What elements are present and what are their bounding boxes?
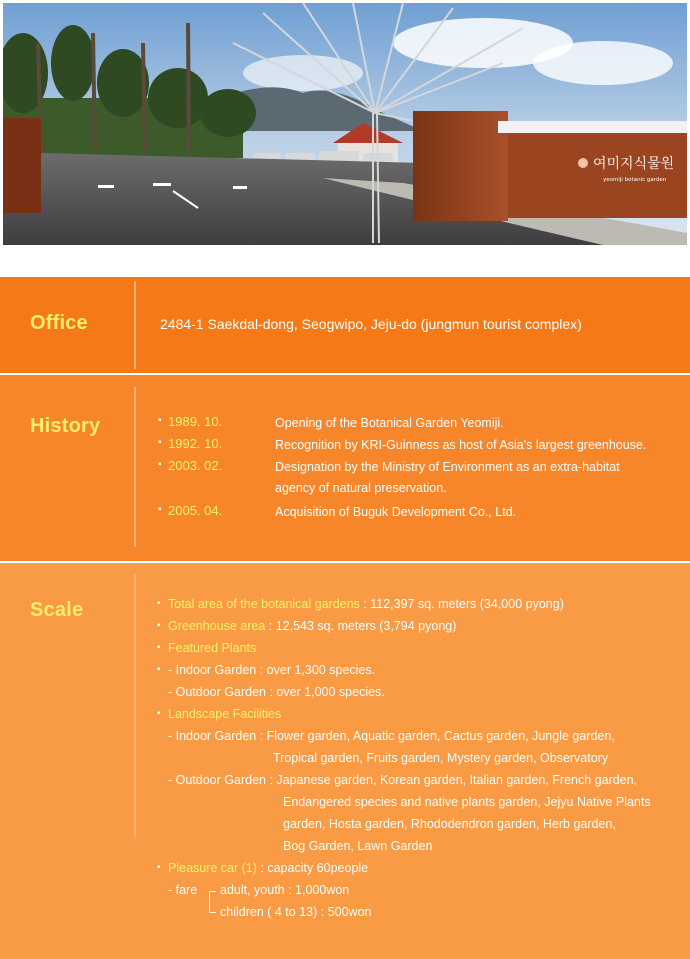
bullet-icon: ▪ — [157, 642, 161, 653]
landscape-outdoor-1: - Outdoor Garden : Japanese garden, Korean garden, Italian garden, French garden, — [168, 773, 638, 787]
bullet-icon: ▪ — [158, 459, 162, 470]
greenhouse-label: Greenhouse area — [168, 619, 266, 633]
garden-sign-korean: 여미지식물원 — [593, 156, 675, 172]
featured-indoor: - Indoor Garden : over 1,300 species. — [168, 663, 376, 677]
history-section — [0, 375, 690, 561]
bullet-icon: ▪ — [158, 437, 162, 448]
history-date: 1989. 10. — [168, 414, 223, 429]
history-title: History — [30, 415, 101, 437]
bullet-icon: ▪ — [158, 504, 162, 515]
scale-title: Scale — [30, 599, 84, 621]
landscape-indoor-1: - Indoor Garden : Flower garden, Aquatic garden, Cactus garden, Jungle garden, — [168, 729, 615, 743]
landscape-outdoor-4: Bog Garden, Lawn Garden — [283, 839, 433, 853]
garden-entrance-illustration — [3, 3, 687, 245]
fare-bracket — [209, 891, 216, 913]
fare-adult: adult, youth : 1,000won — [220, 883, 350, 897]
history-desc: Acquisition of Buguk Development Co., Ltd. — [275, 505, 517, 519]
history-date: 2003. 02. — [168, 458, 223, 473]
total-area-line — [168, 597, 564, 611]
featured-plants-label: Featured Plants — [168, 641, 257, 655]
landscape-indoor-2: Tropical garden, Fruits garden, Mystery garden, Observatory — [273, 751, 609, 765]
history-divider — [134, 387, 136, 547]
greenhouse-line — [168, 619, 456, 633]
pleasure-car-label: Pleasure car (1) — [168, 861, 257, 875]
total-area-value: : 112,397 sq. meters (34,000 pyong) — [359, 597, 564, 611]
landscape-outdoor-2: Endangered species and native plants garden, Jejyu Native Plants — [283, 795, 651, 809]
fare-children: children ( 4 to 13) : 500won — [220, 905, 372, 919]
office-divider — [134, 281, 136, 369]
bullet-icon: ▪ — [157, 708, 161, 719]
garden-logo-icon — [578, 158, 588, 168]
pleasure-car-line — [168, 861, 368, 875]
office-address: 2484-1 Saekdal-dong, Seogwipo, Jeju-do (jungmun tourist complex) — [160, 316, 582, 332]
total-area-label: Total area of the botanical gardens — [168, 597, 360, 611]
bullet-icon: ▪ — [157, 862, 161, 873]
office-section — [0, 277, 690, 373]
history-desc: Recognition by KRI-Guinness as host of Asia's largest greenhouse. — [275, 438, 647, 452]
bullet-icon: ▪ — [157, 598, 161, 609]
history-desc: Opening of the Botanical Garden Yeomiji. — [275, 416, 504, 430]
landscape-outdoor-3: garden, Hosta garden, Rhododendron garden, Herb garden, — [283, 817, 616, 831]
scale-divider — [134, 573, 136, 837]
landscape-label: Landscape Facilities — [168, 707, 282, 721]
bullet-icon: ▪ — [157, 620, 161, 631]
garden-sign-english: yeomiji botanic garden — [603, 177, 667, 183]
bullet-icon: ▪ — [158, 415, 162, 426]
bullet-icon: ▪ — [157, 664, 161, 675]
hero-photo — [3, 3, 687, 245]
pleasure-car-value: : capacity 60people — [256, 861, 369, 875]
fare-label: - fare — [168, 883, 198, 897]
history-date: 2005. 04. — [168, 503, 223, 518]
office-title: Office — [30, 312, 88, 334]
featured-outdoor: - Outdoor Garden : over 1,000 species. — [168, 685, 385, 699]
greenhouse-value: : 12,543 sq. meters (3,794 pyong) — [265, 619, 457, 633]
history-date: 1992. 10. — [168, 436, 223, 451]
scale-section — [0, 563, 690, 959]
history-desc: Designation by the Ministry of Environment as an extra-habitat agency of natural preservation. — [275, 460, 620, 495]
